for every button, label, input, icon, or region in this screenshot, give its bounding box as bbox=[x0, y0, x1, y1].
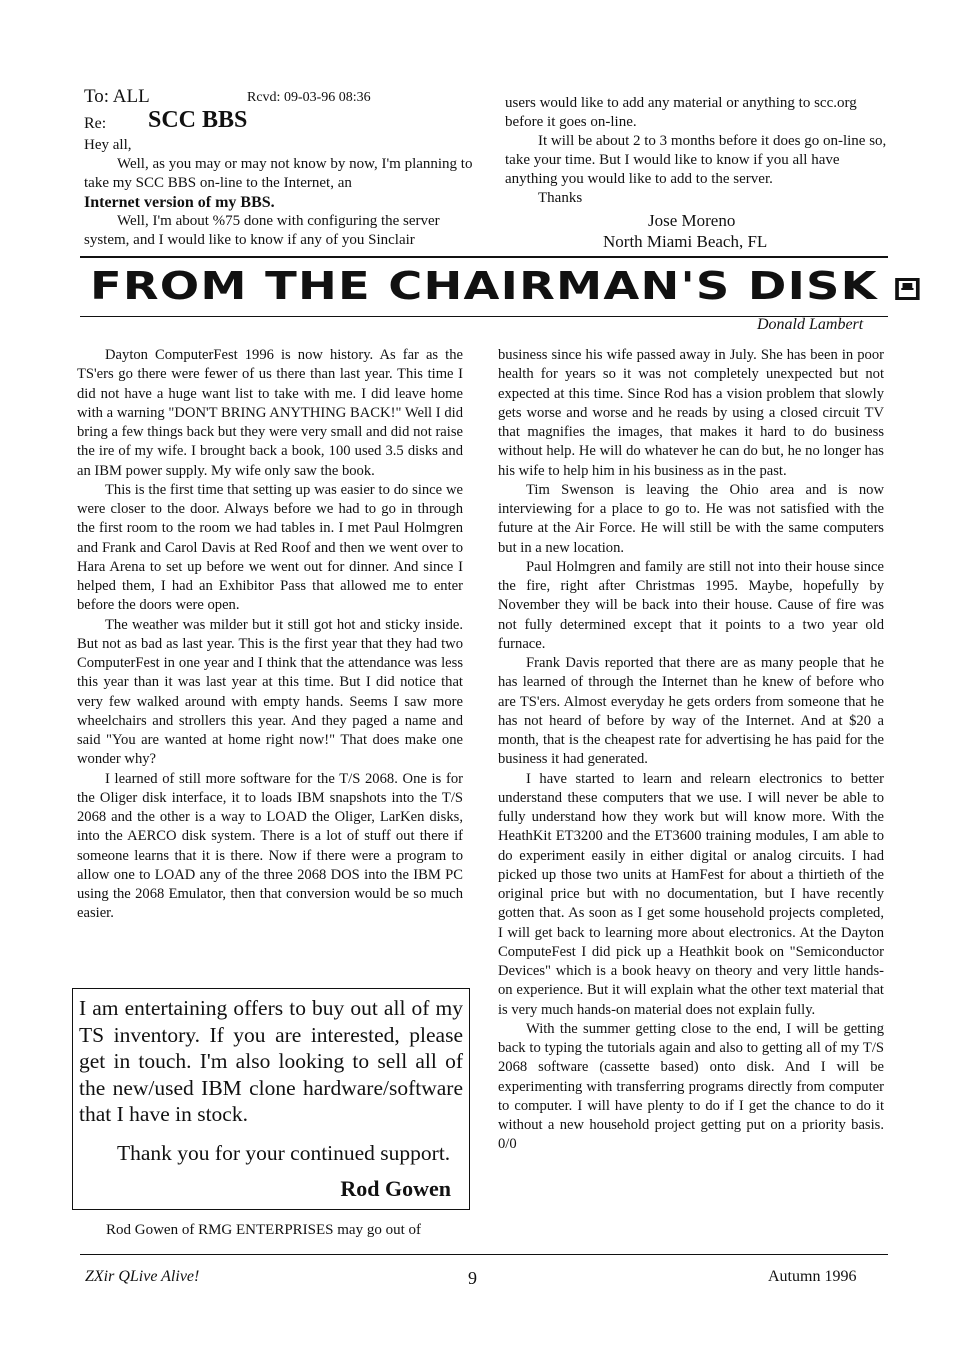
article-paragraph: Paul Holmgren and family are still not into their house since the fire, right after Christmas 1995. Maybe, hopefully by November they will be back into their house. Cause of fire was not fully determined except that it points to a two year old furnace. bbox=[498, 558, 884, 652]
letter-thanks: Thanks bbox=[538, 190, 583, 206]
letter-paragraph: users would like to add any material or anything to scc.org before it goes on-line. bbox=[505, 95, 857, 130]
received-timestamp: Rcvd: 09-03-96 08:36 bbox=[247, 90, 371, 105]
article-paragraph: Frank Davis reported that there are as many people that he has learned of through the Internet than he knew of before who are TS'ers. Almost everyday he gets orders from someone that he has not heard of before by way of the Internet. And at $20 a month, that is the cheapest rate for advertising he has paid for the business it had generated. bbox=[498, 655, 884, 768]
to-line: To: ALL bbox=[84, 86, 150, 107]
article-left-column bbox=[77, 346, 463, 924]
re-title: SCC BBS bbox=[148, 107, 248, 133]
article-title-text: FROM THE CHAIRMAN'S DISK bbox=[90, 264, 878, 308]
advertisement-box bbox=[72, 988, 470, 1210]
letter-paragraph: Well, I'm about %75 done with configuring the server system, and I would like to know if any of you Sinclair bbox=[84, 213, 440, 248]
letter-signature-name: Jose Moreno bbox=[648, 211, 736, 230]
letter-paragraph: It will be about 2 to 3 months before it does go on-line so, take your time. But I would like to know if you all have anything you would like to add to the server. bbox=[505, 133, 887, 187]
article-paragraph: With the summer getting close to the end, I will be getting back to typing the tutorials again and also to getting all of my T/S 2068 software (cassette based) onto disk. And I will be experimenting with transferring programs directly from computer to computer. I will have plenty to do if I get the chance to do it without a new household project getting put on a priority basis. 0/0 bbox=[498, 1020, 884, 1153]
article-paragraph: I have started to learn and relearn electronics to better understand these computers that we use. I will never be able to fully understand how they work but will know more. With the HeathKit ET3200 and the ET3600 training modules, I am able to do experiment easily in either digital or analog circuits. I had picked up those two units at HamFest for about a thirtieth of the original price but with no documentation, but I have recently gotten that. As soon as I get some household projects completed, I will get back to learning more about electronics. At the Dayton ComputeFest I did pick up a Heathkit book on "Semiconductor Devices" which is a book heavy on theory and very little hands-on experience. But it will explain what the other text material that is very much hands-on material does not explain fully. bbox=[498, 770, 884, 1018]
article-paragraph: Dayton ComputerFest 1996 is now history. As far as the TS'ers go there were fewer of us there than last year. This time I did not have a huge want list to take with me. I did leave home with a warning "DON'T BRING ANYTHING BACK!" Well I did bring a few things back but they were very small and did not raise the ire of my wife. I brought back a book, 100 used 3.5 disks and an IBM power supply. My wife only saw the book. bbox=[77, 347, 463, 479]
letter-paragraph: Well, as you may or may not know by now, I'm planning to take my SCC BBS on-line to the Internet, an bbox=[84, 156, 473, 191]
footer-publication: ZXir QLive Alive! bbox=[85, 1268, 200, 1285]
divider-top bbox=[80, 256, 888, 258]
footer-divider bbox=[80, 1254, 888, 1255]
footer-issue: Autumn 1996 bbox=[768, 1268, 857, 1285]
ad-body: I am entertaining offers to buy out all of my TS inventory. If you are interested, please get in touch. I'm also looking to sell all of the new/used IBM clone hardware/software that I have in stock. bbox=[79, 996, 463, 1126]
floppy-disk-icon bbox=[895, 278, 919, 300]
article-right-column bbox=[498, 346, 884, 1155]
article-paragraph: I learned of still more software for the T/S 2068. One is for the Oliger disk interface, it to loads IBM snapshots into the T/S 2068 and the other is a way to LOAD the Oliger, LarKen disks, into the AERCO disk system. There is a lot of stuff out there if someone learns that it is there. Now if there were a program to allow one to LOAD any of the three 2068 DOS into the IBM PC using the 2068 Emulator, then that conversion would be so much easier. bbox=[77, 770, 463, 922]
article-paragraph: The weather was milder but it still got hot and sticky inside. But not as bad as last year. This is the first year that they had two ComputerFest in one year and I think that the attendance was less this year than it was last year at this time. But I did notice that very few walked around with empty hands. Seems I saw more wheelchairs and strollers this year. And they paged a name and said "You are wanted at home right now!" That does make one wonder why? bbox=[77, 616, 463, 768]
letter-signature-place: North Miami Beach, FL bbox=[603, 232, 768, 251]
article-paragraph: business since his wife passed away in July. She has been in poor health for years so it was not completely unexpected but not expected at this time. Since Rod has a vision problem that slowly gets worse and worse and he reads by using a closed circuit TV that magnifies the images, that makes it hard to do business without help. He will do whatever he can do but, he no longer has his wife to help him in his business as in the past. bbox=[498, 347, 884, 479]
footer-page-number: 9 bbox=[468, 1268, 477, 1288]
letter-right-column bbox=[505, 94, 890, 208]
article-paragraph: This is the first time that setting up was easier to do since we were closer to the door. Always before we had to go in through the first room to the room we had tables in. I met Paul Holmgren and Frank and Carol Davis at Red Roof and then we went over to Hara Arena to set up before we went out for dinner. And since I helped them, I had an Exhibitor Pass that allowed me to enter before the doors were open. bbox=[77, 481, 463, 614]
byline: Donald Lambert bbox=[757, 316, 864, 333]
ad-thanks: Thank you for your continued support. bbox=[117, 1140, 451, 1165]
re-label: Re: bbox=[84, 115, 107, 132]
ad-caption: Rod Gowen of RMG ENTERPRISES may go out of bbox=[106, 1222, 421, 1238]
article-title bbox=[90, 264, 920, 308]
article-paragraph: Tim Swenson is leaving the Ohio area and is now interviewing for a place to go to. He was not satisfied with the future at the Air Force. He will still be with the same computers but in a new location. bbox=[498, 481, 884, 556]
letter-greeting: Hey all, bbox=[84, 137, 132, 153]
ad-signature: Rod Gowen bbox=[340, 1176, 451, 1201]
letter-left-column bbox=[84, 136, 479, 250]
letter-bold-line: Internet version of my BBS. bbox=[84, 194, 275, 211]
